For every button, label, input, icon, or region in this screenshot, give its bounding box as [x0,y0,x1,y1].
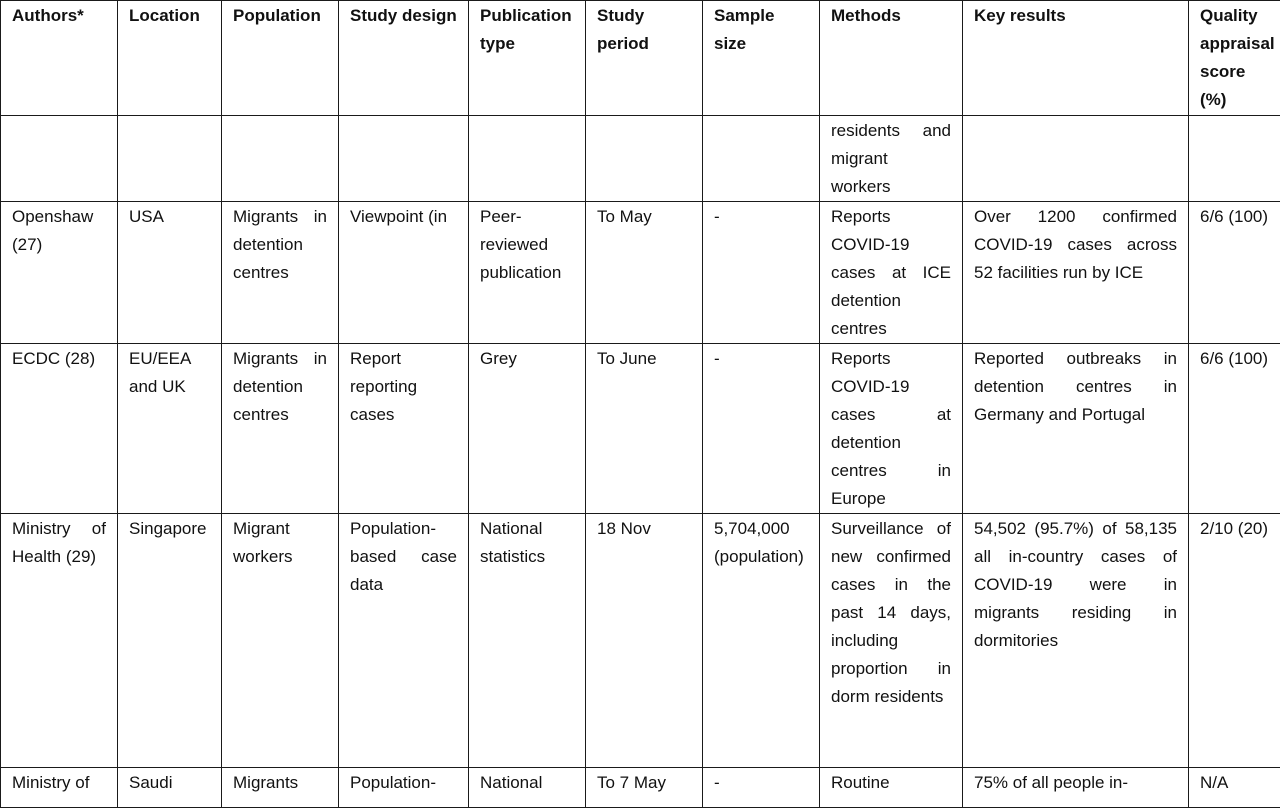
header-publication-type: Publication type [469,1,586,116]
cell-study-design: Population- [339,768,469,808]
cell-study-period [586,116,703,202]
cell-study-design: Viewpoint (in [339,202,469,344]
table-row [1,514,1280,768]
header-authors: Authors* [1,1,118,116]
cell-quality-score [1189,116,1280,202]
cell-methods: residents and migrant workers [820,116,963,202]
cell-authors: Ministry of Health (29) [1,514,118,768]
cell-sample-size: - [703,202,820,344]
cell-location: EU/EEA and UK [118,344,222,514]
cell-key-results: Reported outbreaks in detention centres in Germany and Portugal [963,344,1189,514]
header-methods: Methods [820,1,963,116]
cell-quality-score: 6/6 (100) [1189,202,1280,344]
cell-study-period: To June [586,344,703,514]
cell-authors: ECDC (28) [1,344,118,514]
table-row [1,116,1280,202]
cell-quality-score: N/A [1189,768,1280,808]
table-row [1,202,1280,344]
cell-sample-size: 5,704,000 (population) [703,514,820,768]
cell-study-design [339,116,469,202]
cell-authors [1,116,118,202]
cell-location [118,116,222,202]
cell-sample-size: - [703,768,820,808]
cell-location: Saudi [118,768,222,808]
cell-study-period: To May [586,202,703,344]
header-location: Location [118,1,222,116]
cell-authors: Openshaw (27) [1,202,118,344]
cell-methods: Routine [820,768,963,808]
header-quality-score: Quality appraisal score (%) [1189,1,1280,116]
cell-sample-size [703,116,820,202]
cell-study-period: 18 Nov [586,514,703,768]
cell-publication-type: National [469,768,586,808]
header-population: Population [222,1,339,116]
cell-publication-type: National statistics [469,514,586,768]
cell-location: Singapore [118,514,222,768]
cell-population: Migrants in detention centres [222,202,339,344]
cell-key-results: 75% of all people in- [963,768,1189,808]
header-key-results: Key results [963,1,1189,116]
cell-quality-score: 6/6 (100) [1189,344,1280,514]
cell-quality-score: 2/10 (20) [1189,514,1280,768]
cell-key-results: Over 1200 confirmed COVID-19 cases across 52 facilities run by ICE [963,202,1189,344]
cell-publication-type: Peer-reviewed publication [469,202,586,344]
cell-methods: Reports COVID-19 cases at detention centres in Europe [820,344,963,514]
cell-population [222,116,339,202]
header-sample-size: Sample size [703,1,820,116]
cell-key-results [963,116,1189,202]
cell-study-design: Population-based case data [339,514,469,768]
cell-publication-type [469,116,586,202]
cell-study-design: Report reporting cases [339,344,469,514]
cell-population: Migrants in detention centres [222,344,339,514]
cell-study-period: To 7 May [586,768,703,808]
header-study-period: Study period [586,1,703,116]
cell-location: USA [118,202,222,344]
header-row [1,1,1280,116]
cell-authors: Ministry of [1,768,118,808]
table-row [1,344,1280,514]
cell-key-results: 54,502 (95.7%) of 58,135 all in-country cases of COVID-19 were in migrants residing in dormitories [963,514,1189,768]
cell-publication-type: Grey [469,344,586,514]
header-study-design: Study design [339,1,469,116]
cell-population: Migrants [222,768,339,808]
cell-sample-size: - [703,344,820,514]
cell-population: Migrant workers [222,514,339,768]
cell-methods: Reports COVID-19 cases at ICE detention centres [820,202,963,344]
cell-methods: Surveillance of new confirmed cases in the past 14 days, including proportion in dorm residents [820,514,963,768]
